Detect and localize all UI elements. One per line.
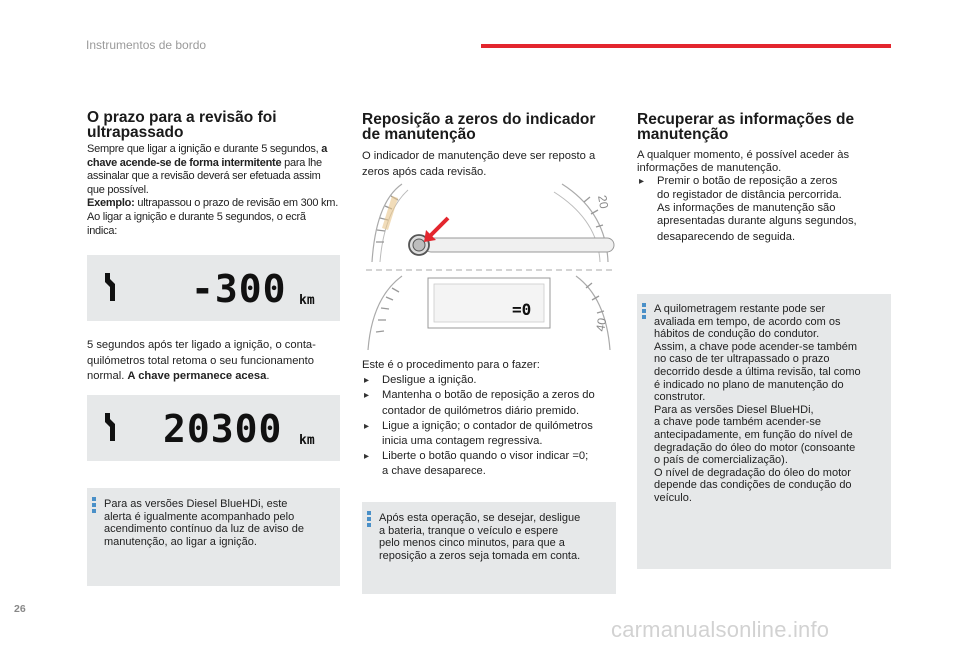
info-marker-icon — [367, 511, 371, 529]
info-note-bluehdi: Para as versões Diesel BlueHDi, este alerta é igualmente acompanhado pelo acendimento contínuo da luz de aviso de manutenção, ao ligar a ignição. — [87, 488, 340, 586]
instrument-panel-illustration — [362, 182, 616, 350]
col3-intro: A qualquer momento, é possível aceder às informações de manutenção. ▸ Premir o botão de reposição a zeros do registador de distância percorrida. As informações de manutenção são apresentadas durante alguns segundos, desaparecendo de seguida. — [637, 149, 891, 244]
odometer-unit: km — [299, 433, 315, 448]
info-marker-icon — [92, 497, 96, 515]
col3-title: Recuperar as informações de manutenção — [637, 111, 855, 143]
list-item: ▸ Ligue a ignição; o contador de quilómetros inicia uma contagem regressiva. — [362, 419, 620, 449]
list-item: ▸ Mantenha o botão de reposição a zeros do contador de quilómetros diário premido. — [362, 388, 620, 418]
info-marker-icon — [642, 303, 646, 321]
col2-title: Reposição a zeros do indicador de manutenção — [362, 111, 596, 143]
odometer-value: -300 — [191, 267, 287, 311]
list-item: ▸ Premir o botão de reposição a zeros do registador de distância percorrida. As informações de manutenção são apresentadas durante alguns segundos, desaparecendo de seguida. — [637, 175, 891, 244]
watermark-link[interactable]: carmanualsonline.info — [611, 617, 830, 642]
wrench-icon — [101, 270, 123, 309]
header-accent-bar — [481, 44, 891, 48]
gauge-label-40: 40 — [593, 316, 610, 333]
page-number: 26 — [14, 603, 26, 615]
col1-after-text: 5 segundos após ter ligado a ignição, o conta- quilómetros total retoma o seu funcionamento normal. A chave permanece acesa. — [87, 339, 316, 382]
col1-intro: Sempre que ligar a ignição e durante 5 segundos, a chave acende-se de forma intermitente para lhe assinalar que a revisão deverá ser efetuada assim que possível. Exemplo: ultrapassou o prazo de revisão em 300 km. Ao ligar a ignição e durante 5 segundos, o ecrã indica: — [87, 143, 339, 237]
section-header: Instrumentos de bordo — [86, 38, 207, 52]
col2-intro: O indicador de manutenção deve ser reposto a zeros após cada revisão. — [362, 150, 596, 178]
odometer-display-minus-300 — [87, 255, 340, 321]
list-item: ▸ Desligue a ignição. — [362, 373, 620, 388]
lcd-zero-readout: =0 — [512, 300, 532, 319]
odometer-value: 20300 — [163, 407, 283, 451]
list-item: ▸ Liberte o botão quando o visor indicar =0; a chave desaparece. — [362, 449, 620, 479]
example-label: Exemplo: — [87, 197, 135, 210]
odometer-unit: km — [299, 293, 315, 308]
procedure-steps — [362, 373, 620, 479]
info-note-mileage: A quilometragem restante pode ser avaliada em tempo, de acordo com os hábitos de condução do condutor. Assim, a chave pode acender-se também no caso de ter ultrapassado o prazo decorrido desde a última revisão, tal como é indicado no plano de manutenção do construtor. Para as versões Diesel BlueHDi, a chave pode também acender-se antecipadamente, em função do nível de degradação do óleo do motor (consoante o país de comercialização). O nível de degradação do óleo do motor depende das condições de condução do veículo. — [637, 294, 891, 569]
gauge-label-20: 20 — [595, 194, 612, 210]
odometer-display-20300 — [87, 395, 340, 461]
col2-procedure: Este é o procedimento para o fazer: ▸ Desligue a ignição. ▸ Mantenha o botão de reposição a zeros do contador de quilómetros diário premido. ▸ Ligue a ignição; o contador de quilómetros inicia uma contagem regressiva. ▸ Liberte o botão quando o visor indicar =0; a chave desaparece. — [362, 358, 620, 480]
info-note-battery: Após esta operação, se desejar, desligue a bateria, tranque o veículo e espere pelo menos cinco minutos, para que a reposição a zeros seja tomada em conta. — [362, 502, 616, 594]
col1-title: O prazo para a revisão foi ultrapassado — [87, 109, 277, 141]
wrench-icon — [101, 410, 123, 449]
